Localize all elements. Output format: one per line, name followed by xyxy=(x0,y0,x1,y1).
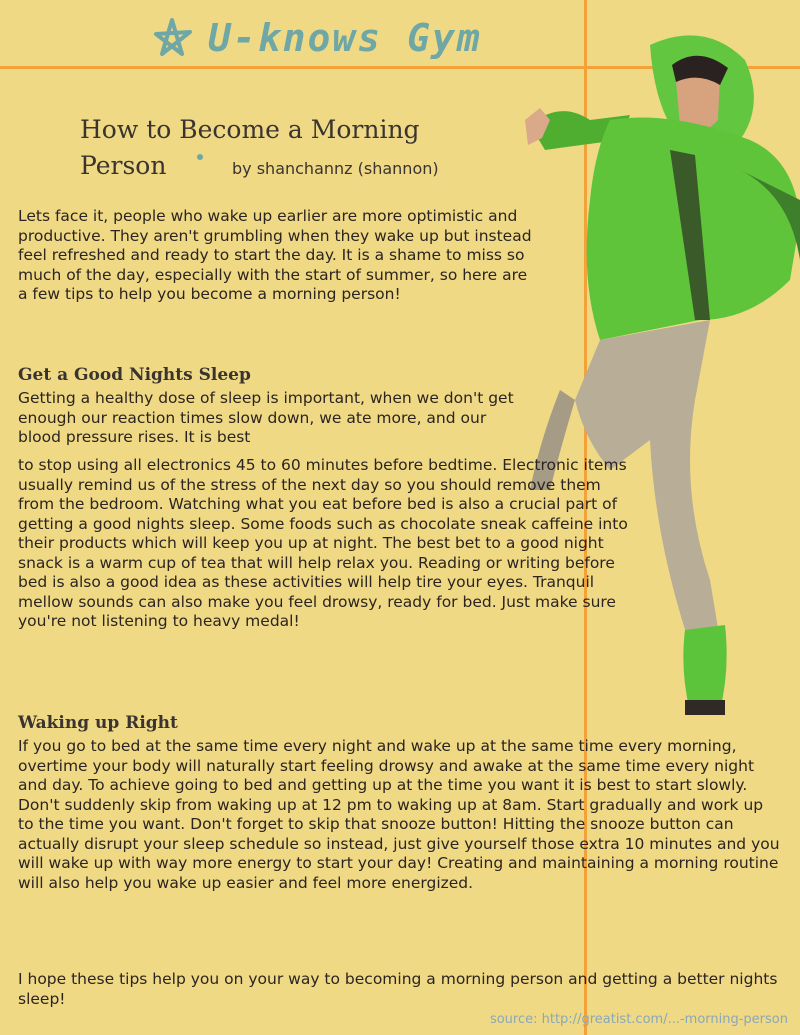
sleep-paragraph-part1: Getting a healthy dose of sleep is important, when we don't get enough our reaction times slow down, we ate more, and our blood pressure rises. It is best xyxy=(18,389,514,446)
header-title-text: U-knows Gym xyxy=(208,16,482,60)
section-heading-sleep: Get a Good Nights Sleep xyxy=(18,365,251,385)
source-link[interactable]: source: http://greatist.com/...-morning-person xyxy=(489,1012,788,1027)
article-title: How to Become a Morning Person xyxy=(80,115,420,180)
bullet-dot xyxy=(197,154,203,160)
star-icon xyxy=(150,16,194,60)
section-heading-waking: Waking up Right xyxy=(18,713,178,733)
article-byline: by shanchannz (shannon) xyxy=(232,159,439,178)
sleep-paragraph-part2: to stop using all electronics 45 to 60 minutes before bedtime. Electronic items usually remind us of the stress of the next day so you should remove them from the bedroom. Watching what you eat before bed is also a crucial part of getting a good nights sleep. Some foods such as chocolate sneak caffeine into their products which will keep you up at night. The best bet to a good night snack is a warm cup of tea that will help relax you. Reading or writing before bed is also a good idea as these activities will help tire your eyes. Tranquil mellow sounds can also make you feel drowsy, ready for bed. Just make sure you're not listening to heavy medal! xyxy=(18,456,628,630)
intro-paragraph: Lets face it, people who wake up earlier are more optimistic and productive. They aren't grumbling when they wake up but instead feel refreshed and ready to start the day. It is a shame to miss so much of the day, especially with the start of summer, so here are a few tips to help you become a morning person! xyxy=(18,207,532,303)
waking-paragraph: If you go to bed at the same time every night and wake up at the same time every morning, overtime your body will naturally start feeling drowsy and awake at the same time every night and day. To achieve going to bed and getting up at the time you want it is best to start slowly. Don't suddenly skip from waking up at 12 pm to waking up at 8am. Start gradually and work up to the time you want. Don't forget to skip that snooze button! Hitting the snooze button can actually disrupt your sleep schedule so instead, just give yourself those extra 10 minutes and you will wake up with way more energy to start your day! Creating and maintaining a morning routine will also help you wake up easier and feel more energized. xyxy=(18,737,780,892)
closing-paragraph: I hope these tips help you on your way to becoming a morning person and getting a better nights sleep! xyxy=(18,970,778,1008)
header-title xyxy=(150,10,590,66)
